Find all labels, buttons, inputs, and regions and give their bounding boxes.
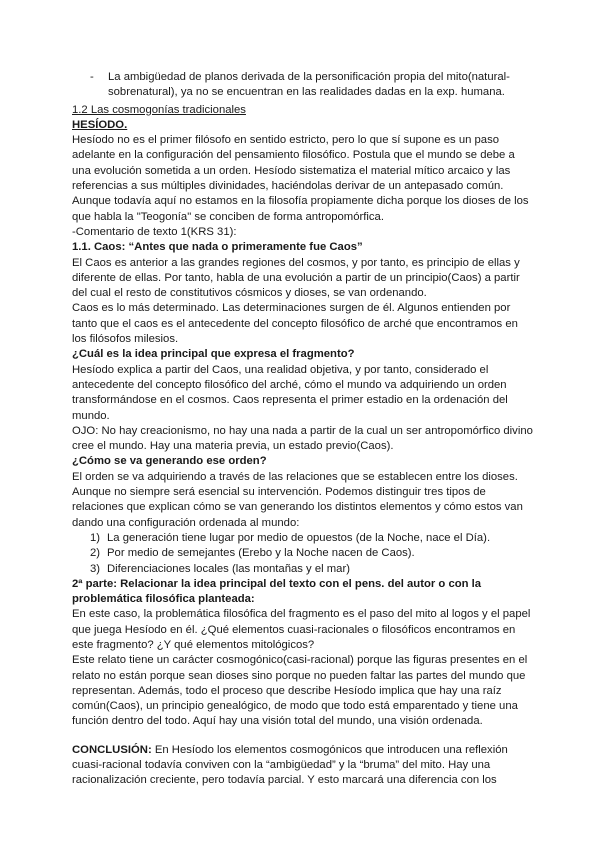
- bullet-item: [72, 70, 534, 101]
- section-title: 1.2 Las cosmogonías tradicionales: [72, 103, 246, 116]
- document-page: [72, 70, 534, 789]
- list-item-text: La generación tiene lugar por medio de opuestos (de la Noche, nace el Día).: [107, 531, 491, 544]
- bullet-text: La ambigüedad de planos derivada de la personificación propia del mito(natural-sobrenatural), ya no se encuentran en las realidades dadas en la exp. humana.: [108, 71, 510, 99]
- question-1-heading: ¿Cuál es la idea principal que expresa el fragmento?: [72, 348, 355, 361]
- question-1-paragraph-2: OJO: No hay creacionismo, no hay una nada a partir de la cual un ser antropomórfico divino cree el mundo. Hay una materia previa, un estado previo(Caos).: [72, 424, 533, 453]
- list-item: [72, 562, 534, 577]
- list-item-number: 2): [90, 547, 101, 560]
- part-2-paragraph-2: Este relato tiene un carácter cosmogónico(casi-racional) porque las figuras presentes en el relato no están porque sean dioses sino porque no pueden faltar las partes del mundo que representan. Además, todo el proceso que describe Hesíodo implica que hay una raíz común(Caos), un principio genealógico, de modo que todo está emparentado y tiene una función dentro del todo. Aquí hay una visión total del mundo, una visión ordenada.: [72, 654, 528, 728]
- caos-paragraph-1: El Caos es anterior a las grandes regiones del cosmos, y por tanto, es principio de ellas y diferente de ellas. Por tanto, habla de una evolución a partir de un principio(Caos) a partir del cual el resto de constitutivos cósmicos y dioses, se van ordenando.: [72, 256, 520, 300]
- relations-list: [72, 531, 534, 577]
- question-2-heading: ¿Cómo se va generando ese orden?: [72, 455, 267, 468]
- conclusion-text: En Hesíodo los elementos cosmogónicos que introducen una reflexión cuasi-racional todavía conviven con la “ambigüedad” y la “bruma” del mito. Hay una racionalización creciente, pero todavía parcial. Y esto marcará una diferencia con los: [72, 743, 508, 787]
- hesiodo-intro: Hesíodo no es el primer filósofo en sentido estricto, pero lo que sí supone es un paso adelante en la configuración del pensamiento filosófico. Postula que el mundo se debe a una evolución sometida a un orden. Hesíodo sistematiza el material mítico arcaico y las referencias a sus múltiples divinidades, haciéndolas derivar de un antepasado común. Aunque todavía aquí no estamos en la filosofía propiamente dicha porque los dioses de los que habla la "Teogonía" se conciben de forma antropomórfica.: [72, 134, 529, 223]
- comentario-label: -Comentario de texto 1(KRS 31):: [72, 225, 237, 238]
- list-item: [72, 546, 534, 561]
- spacer: [72, 730, 534, 743]
- part-2-heading: 2ª parte: Relacionar la idea principal del texto con el pens. del autor o con la problemática filosófica planteada:: [72, 577, 482, 606]
- list-item-text: Por medio de semejantes (Erebo y la Noche nacen de Caos).: [107, 547, 415, 560]
- list-item-text: Diferenciaciones locales (las montañas y el mar): [107, 562, 350, 575]
- caos-paragraph-2: Caos es lo más determinado. Las determinaciones surgen de él. Algunos entienden por tanto que el caos es el antecedente del concepto filosófico de arché que encontramos en los filósofos milesios.: [72, 302, 518, 346]
- part-2-paragraph-1: En este caso, la problemática filosófica del fragmento es el paso del mito al logos y el papel que juega Hesíodo en él. ¿Qué elementos cuasi-racionales o filosóficos encontramos en este fragmento? ¿Y qué elementos mitológicos?: [72, 608, 531, 651]
- question-2-paragraph-1: El orden se va adquiriendo a través de las relaciones que se establecen entre los dioses. Aunque no siempre será esencial su intervención. Podemos distinguir tres tipos de relaciones que explican cómo se van generando los distintos elementos y cómo estos van dando una configuración ordenada al mundo:: [72, 470, 523, 529]
- bullet-dash: -: [90, 71, 94, 83]
- list-item: [72, 531, 534, 546]
- question-1-paragraph-1: Hesíodo explica a partir del Caos, una realidad objetiva, y por tanto, considerado el antecedente del concepto filosófico del arché, cómo el mundo va adquiriendo un orden transformándose en el cosmos. Caos representa el primer estadio en la ordenación del mundo.: [72, 363, 508, 422]
- conclusion-label: CONCLUSIÓN:: [72, 743, 152, 756]
- hesiodo-heading: HESÍODO.: [72, 118, 128, 131]
- list-item-number: 3): [90, 562, 101, 575]
- conclusion-paragraph: [72, 743, 534, 789]
- caos-heading: 1.1. Caos: “Antes que nada o primeramente fue Caos”: [72, 241, 363, 254]
- list-item-number: 1): [90, 531, 101, 544]
